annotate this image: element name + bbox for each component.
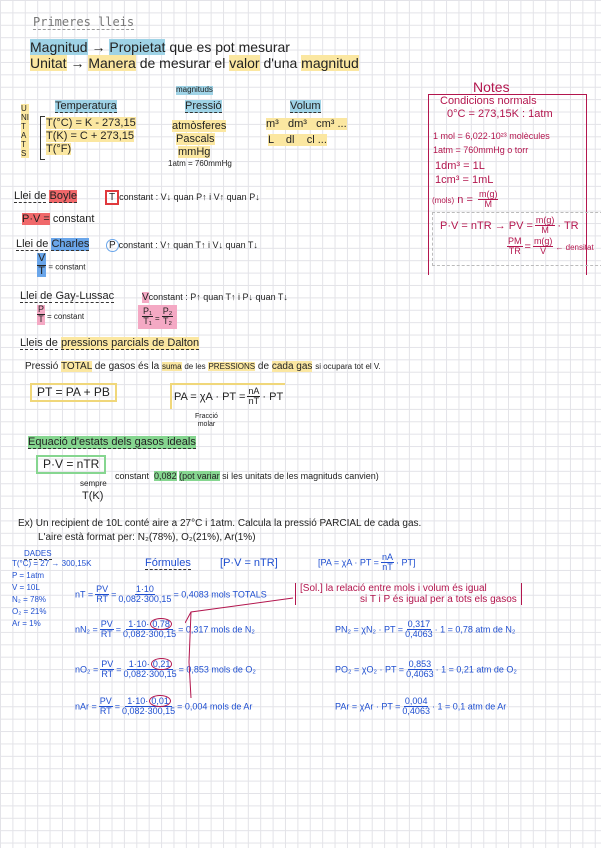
arrow: → bbox=[91, 39, 106, 55]
den: M bbox=[484, 199, 492, 210]
dalton-title bbox=[20, 337, 199, 349]
text: Fracció bbox=[195, 413, 218, 420]
note-item: 1cm³ = 1mL bbox=[435, 174, 494, 186]
calc-row: nN₂ = $\frac{PV}{RT}$ = $\frac{1\cdot 10\cdot 0,78}{0,082\cdot 300,15}$ = 0,317 mols de N₂ bbox=[75, 619, 255, 640]
text: constant bbox=[52, 213, 95, 225]
text: constant : V↓ quan P↑ i V↑ quan P↓ bbox=[119, 192, 260, 202]
calc-row: nO₂ = $\frac{PV}{RT}$ = $\frac{1\cdot 10\cdot 0,21}{0,082\cdot 300,15}$ = 0,853 mols de O₂ bbox=[75, 659, 256, 680]
lhs: nT = bbox=[75, 589, 94, 600]
num: m(g) bbox=[478, 189, 498, 199]
den: RT bbox=[96, 594, 109, 605]
term-propietat: Propietat bbox=[109, 39, 166, 55]
note-item: 1dm³ = 1L bbox=[435, 160, 485, 172]
text: Llei de bbox=[20, 290, 53, 302]
ideal-gas-mass-formula bbox=[440, 216, 579, 236]
eq: = bbox=[155, 314, 160, 324]
formules-title: Fórmules bbox=[145, 557, 191, 569]
charles-title bbox=[16, 238, 89, 250]
num: 0,004 bbox=[404, 696, 428, 706]
note-item: 1 mol = 6,022·10²³ molècules bbox=[433, 131, 550, 141]
den: 0,082·300,15 bbox=[123, 629, 177, 640]
charles-desc bbox=[106, 240, 258, 251]
lhs: PN₂ = χN₂ · PT = bbox=[335, 624, 404, 635]
fraction-circled: 0,78 bbox=[152, 619, 170, 629]
text: · TR bbox=[557, 219, 579, 232]
term-magnitud: Magnitud bbox=[30, 39, 88, 55]
connector-lines bbox=[185, 590, 300, 700]
exercise-statement: Ex) Un recipient de 10L conté aire a 27°C i 1atm. Calcula la pressió PARCIAL de cada gas. bbox=[18, 518, 422, 529]
den: T bbox=[38, 314, 44, 325]
note-item: 1atm = 760mmHg o torr bbox=[433, 145, 529, 155]
text: · PT bbox=[262, 390, 284, 403]
gay-lussac-ratio bbox=[138, 305, 177, 329]
temp-item: T(°C) = K - 273,15 bbox=[46, 117, 136, 129]
sempre-label: sempre bbox=[80, 479, 107, 488]
partial-pressure-formula bbox=[170, 383, 285, 409]
lhs: nAr = bbox=[75, 701, 97, 712]
result: · 1 = 0,21 atm de O₂ bbox=[435, 664, 517, 675]
text: si les unitats de les magnituds canvien) bbox=[222, 471, 379, 481]
text: P·V = nTR bbox=[223, 557, 275, 569]
solution-note bbox=[295, 583, 522, 605]
den: 0,082·300,15 bbox=[123, 669, 177, 680]
num: V bbox=[38, 252, 46, 264]
dada-item: O₂ = 21% bbox=[12, 607, 47, 616]
num: PV bbox=[99, 696, 112, 706]
intro-line-1 bbox=[30, 40, 290, 55]
text: PRESSIONS bbox=[208, 362, 256, 371]
text: Llei de bbox=[16, 238, 49, 250]
lhs: PAr = χAr · PT = bbox=[335, 701, 401, 712]
den: 0,4063 bbox=[405, 629, 433, 640]
intro-line-2 bbox=[30, 56, 359, 71]
text: de bbox=[257, 361, 270, 372]
den: T₁ bbox=[143, 316, 152, 327]
unit: (mols) bbox=[432, 195, 455, 205]
heading-volum: Volum bbox=[290, 100, 321, 112]
den: RT bbox=[99, 706, 112, 717]
num: m(g) bbox=[533, 236, 553, 246]
num: P₂ bbox=[162, 306, 173, 316]
result: = 0,853 mols de O₂ bbox=[178, 664, 256, 675]
den: RT bbox=[100, 629, 113, 640]
fraccio-molar-label bbox=[195, 413, 218, 428]
den: TR bbox=[508, 246, 521, 257]
pressure-note: 1atm = 760mmHg bbox=[168, 159, 232, 168]
num: PV bbox=[101, 659, 114, 669]
text: = constant bbox=[47, 312, 85, 322]
gay-lussac-title bbox=[20, 290, 114, 302]
fraction-circled: 0,01 bbox=[151, 696, 169, 706]
cond-value: 0°C = 273,15K : 1atm bbox=[447, 108, 553, 120]
arrow: → bbox=[70, 55, 85, 71]
formula-partial: [PA = χA · PT = $\frac{nA}{nT}$ · PT] bbox=[318, 552, 416, 573]
charles-formula bbox=[35, 253, 85, 277]
exercise-statement-2: L'aire està format per: N₂(78%), O₂(21%), Ar(1%) bbox=[38, 532, 256, 543]
text: TOTAL bbox=[60, 361, 92, 372]
boyle-formula bbox=[22, 213, 94, 225]
heading-pressio: Pressió bbox=[185, 100, 222, 112]
num: 1·10 bbox=[135, 584, 154, 594]
bracket bbox=[40, 116, 45, 160]
n: n bbox=[457, 193, 464, 206]
text: de gasos és la bbox=[94, 361, 160, 372]
pressure-row bbox=[335, 697, 506, 717]
lhs: nN₂ = bbox=[75, 624, 98, 635]
text: Boyle bbox=[49, 190, 78, 202]
term-magnitud: magnitud bbox=[301, 55, 359, 71]
dada-item: V = 10L bbox=[12, 583, 40, 592]
dada-item: P = 1atm bbox=[12, 571, 45, 580]
term-manera: Manera bbox=[88, 55, 136, 71]
text: PA = χA · PT = bbox=[320, 557, 379, 568]
kelvin-label: T(K) bbox=[82, 490, 104, 502]
num: nA bbox=[248, 386, 260, 396]
text: constant : P↑ quan T↑ i P↓ quan T↓ bbox=[148, 292, 288, 302]
gas-constant-value: 0,082 bbox=[154, 471, 177, 481]
den: T bbox=[38, 264, 46, 277]
num: P bbox=[38, 304, 45, 314]
num: P₁ bbox=[143, 306, 153, 316]
den: nT bbox=[382, 562, 393, 573]
text: suma bbox=[161, 362, 182, 371]
pressure-row bbox=[335, 620, 515, 640]
result: = 0,004 mols de Ar bbox=[177, 701, 253, 712]
page-title: Primeres lleis bbox=[33, 15, 135, 29]
total-pressure-formula: PT = PA + PB bbox=[30, 383, 117, 402]
pressure-item: mmHg bbox=[178, 146, 211, 158]
cond-title: Condicions normals bbox=[440, 95, 537, 107]
density-formula: $\frac{PM}{TR}$ = $\frac{m(g)}{V}$ ← densitat bbox=[508, 236, 594, 257]
definition-text: de mesurar el bbox=[139, 55, 226, 71]
num: m(g) bbox=[535, 215, 555, 225]
term-valor: valor bbox=[229, 55, 260, 71]
heading-temperatura: Temperatura bbox=[55, 100, 117, 112]
den: 0,4063 bbox=[402, 706, 430, 717]
ideal-gas-formula: P·V = nTR bbox=[36, 455, 106, 474]
volume-units-row: m³ dm³ cm³ ... bbox=[266, 118, 347, 130]
den: 0,082·300,15 bbox=[118, 594, 172, 605]
text: Gay-Lussac bbox=[55, 290, 115, 302]
dada-item: N₂ = 78% bbox=[12, 595, 47, 604]
num: nA bbox=[381, 552, 393, 562]
text: si ocupara tot el V. bbox=[315, 362, 381, 371]
dada-item: Ar = 1% bbox=[12, 619, 41, 628]
gay-lussac-desc bbox=[142, 292, 288, 303]
num: 1·10· bbox=[128, 619, 150, 629]
result: = 0,317 mols de N₂ bbox=[178, 624, 255, 635]
text: pressions parcials de Dalton bbox=[60, 337, 200, 349]
ideal-gas-title: Equació d'estats dels gasos ideals bbox=[28, 436, 196, 448]
text: constant bbox=[115, 471, 150, 481]
text: Lleis de bbox=[20, 337, 58, 349]
const-symbol: V bbox=[142, 292, 149, 303]
den: V bbox=[540, 246, 547, 257]
gas-constant-note bbox=[115, 472, 379, 482]
num: 0,853 bbox=[408, 659, 432, 669]
temp-item: T(°F) bbox=[46, 143, 72, 155]
pressure-item: Pascals bbox=[176, 133, 215, 145]
text: molar bbox=[197, 420, 216, 428]
num: PM bbox=[508, 236, 522, 246]
text: [Sol.] la relació entre mols i volum és igual bbox=[300, 583, 487, 594]
dalton-statement bbox=[25, 361, 381, 372]
text: ← densitat bbox=[555, 242, 594, 252]
term-unitat: Unitat bbox=[30, 55, 67, 71]
formula: P·V = bbox=[22, 213, 50, 225]
units-vertical-label: UNITATS bbox=[21, 104, 29, 158]
const-symbol: T bbox=[105, 190, 119, 205]
definition-text: d'una bbox=[263, 55, 298, 71]
dades-title: DADES bbox=[24, 549, 52, 558]
den: nT bbox=[248, 396, 260, 407]
den: M bbox=[541, 225, 549, 236]
magnituds-label: magnituds bbox=[176, 85, 213, 94]
volume-units-row: L dl cl ... bbox=[268, 134, 327, 146]
calc-row: nAr = $\frac{PV}{RT}$ = $\frac{1\cdot 10\cdot 0,01}{0,082\cdot 300,15}$ = 0,004 mols de Ar bbox=[75, 696, 253, 717]
den: T₂ bbox=[162, 316, 172, 327]
num: PV bbox=[96, 584, 109, 594]
text: (pot variar bbox=[179, 471, 220, 481]
text: Llei de bbox=[14, 190, 47, 202]
text: · PT bbox=[395, 557, 413, 568]
gay-lussac-formula bbox=[35, 305, 84, 325]
moles-formula: (mols) n = $\frac{m(g)}{M}$ bbox=[432, 189, 498, 210]
formula-ideal: [P·V = nTR] bbox=[220, 557, 278, 569]
definition-text: que es pot mesurar bbox=[169, 39, 290, 55]
num: 1·10· bbox=[128, 659, 150, 669]
text: PA = χA · PT = bbox=[174, 390, 246, 403]
text: de les bbox=[184, 362, 206, 371]
text: Charles bbox=[51, 238, 90, 250]
num: 1·10· bbox=[127, 696, 149, 706]
text: Pressió bbox=[25, 361, 59, 372]
text: si T i P és igual per a tots els gasos bbox=[360, 594, 517, 605]
fraction-circled: 0,21 bbox=[152, 659, 171, 669]
num: PV bbox=[100, 619, 113, 629]
boyle-title bbox=[14, 190, 77, 202]
text: constant : V↑ quan T↑ i V↓ quan T↓ bbox=[118, 240, 258, 250]
text: = constant bbox=[48, 262, 86, 272]
text: P·V = nTR → PV = bbox=[440, 219, 533, 232]
const-symbol: P bbox=[106, 239, 119, 252]
boyle-desc bbox=[105, 192, 260, 203]
text: cada gas bbox=[271, 361, 313, 372]
result: = 0,4083 mols TOTALS bbox=[173, 589, 267, 600]
num: 0,317 bbox=[407, 619, 431, 629]
den: 0,4063 bbox=[406, 669, 434, 680]
lhs: nO₂ = bbox=[75, 664, 99, 675]
calc-row: nT = $\frac{PV}{RT}$ = $\frac{1\cdot 10}{0,082\cdot 300,15}$ = 0,4083 mols TOTALS bbox=[75, 584, 267, 605]
result: · 1 = 0,1 atm de Ar bbox=[431, 701, 507, 712]
dada-item: T(°C) = 27 → 300,15K bbox=[12, 559, 92, 568]
notes-title: Notes bbox=[473, 79, 510, 95]
temp-item: T(K) = C + 273,15 bbox=[46, 130, 135, 142]
den: RT bbox=[101, 669, 114, 680]
result: · 1 = 0,78 atm de N₂ bbox=[434, 624, 516, 635]
pressure-item: atmòsferes bbox=[172, 120, 227, 132]
pressure-row bbox=[335, 660, 517, 680]
lhs: PO₂ = χO₂ · PT = bbox=[335, 664, 405, 675]
den: 0,082·300,15 bbox=[122, 706, 176, 717]
